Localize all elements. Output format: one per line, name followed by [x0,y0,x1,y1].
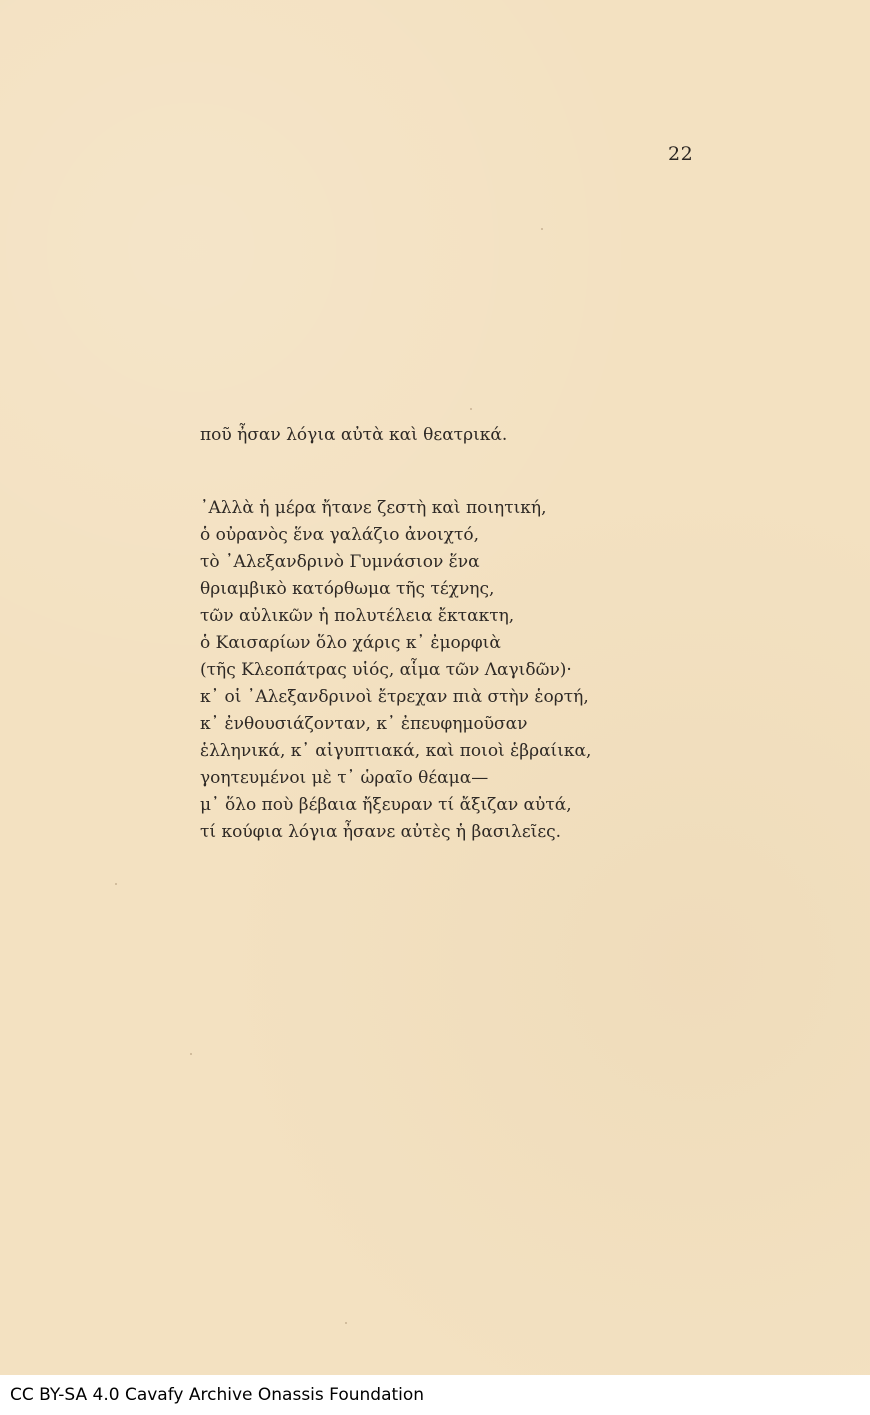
page-number: 22 [668,143,694,165]
poem-line: κ᾿ ἐνθουσιάζονταν, κ᾿ ἐπευφημοῦσαν [200,714,528,734]
paper-speck [115,883,117,885]
poem-line: τί κούφια λόγια ἦσανε αὐτὲς ἡ βασιλεῖες. [200,822,562,842]
poem-line: γοητευμένοι μὲ τ᾿ ὡραῖο θέαμα— [200,768,489,788]
stanza-gap [200,449,720,495]
poem-line: τὸ ᾿Αλεξανδρινὸ Γυμνάσιον ἕνα [200,552,480,572]
paper-speck [541,228,543,230]
license-credit: CC BY-SA 4.0 Cavafy Archive Onassis Foundation [10,1385,425,1405]
paper-speck [190,1053,192,1055]
poem-line: ᾿Αλλὰ ἡ μέρα ἤτανε ζεστὴ καὶ ποιητική, [200,498,547,518]
poem-line: (τῆς Κλεοπάτρας υἱός, αἷμα τῶν Λαγιδῶν)· [200,660,572,680]
paper-speck [470,408,472,410]
poem-text [200,422,720,846]
poem-line: τῶν αὐλικῶν ἡ πολυτέλεια ἔκτακτη, [200,606,515,626]
poem-line: ποῦ ἦσαν λόγια αὐτὰ καὶ θεατρικά. [200,425,508,445]
credit-footer [0,1375,870,1415]
poem-line: ὁ Καισαρίων ὅλο χάρις κ᾿ ἐμορφιὰ [200,633,501,653]
poem-line: μ᾿ ὅλο ποὺ βέβαια ἤξευραν τί ἄξιζαν αὐτά, [200,795,572,815]
poem-line: κ᾿ οἱ ᾿Αλεξανδρινοὶ ἔτρεχαν πιὰ στὴν ἑορτή, [200,687,589,707]
poem-line: θριαμβικὸ κατόρθωμα τῆς τέχνης, [200,579,495,599]
poem-line: ὁ οὐρανὸς ἕνα γαλάζιο ἀνοιχτό, [200,525,479,545]
paper-speck [345,1322,347,1324]
poem-line: ἑλληνικά, κ᾿ αἰγυπτιακά, καὶ ποιοὶ ἑβραίικα, [200,741,592,761]
